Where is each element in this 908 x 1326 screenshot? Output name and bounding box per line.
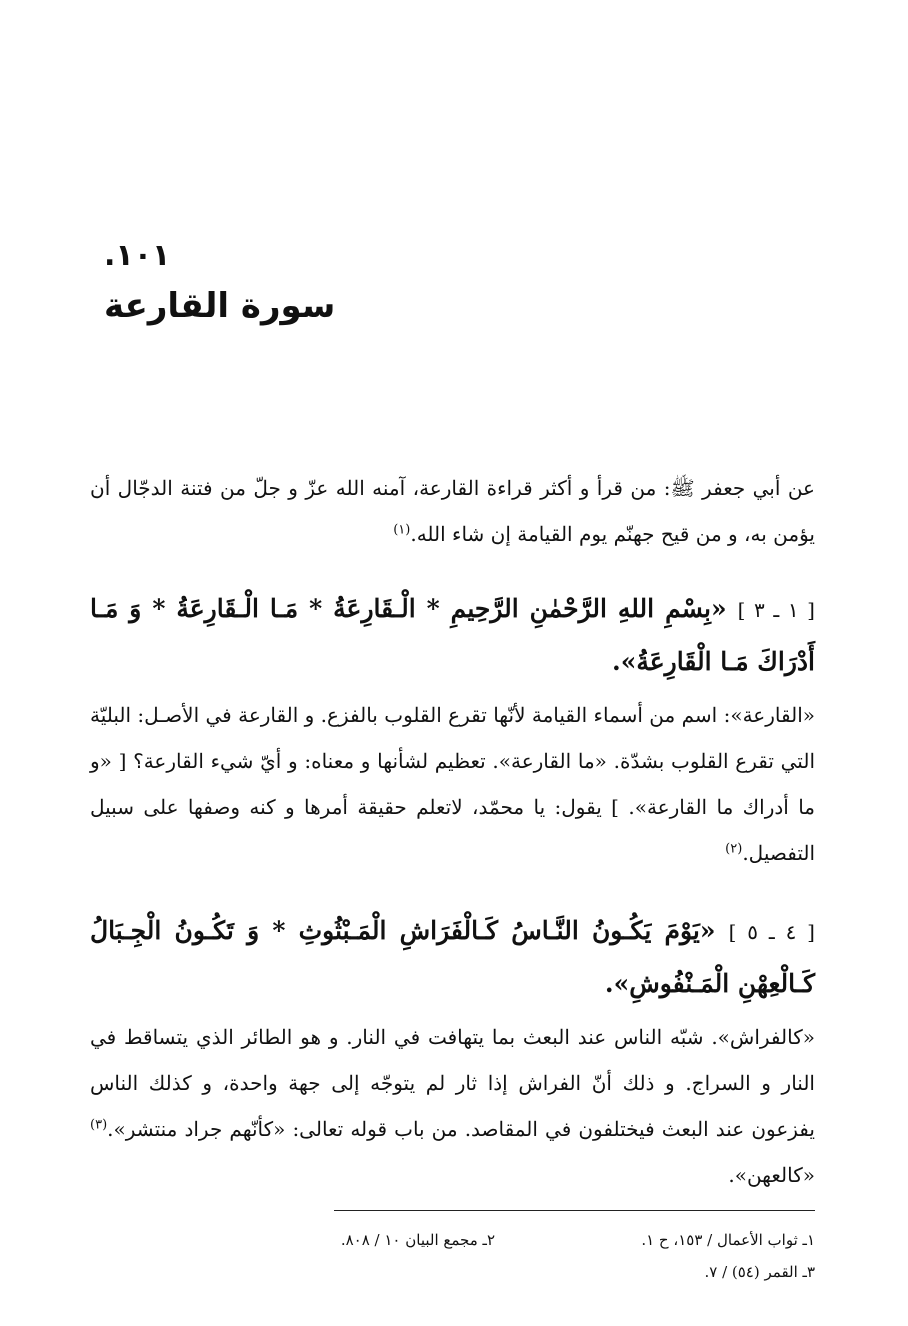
intro-text: عن أبي جعفر ﷺ: من قرأ و أكثر قراءة القارعة، آمنه الله عزّ و جلّ من فتنة الدجّال أن يؤمن به، و من قيح جهنّم يوم القيامة إن شاء الله. <box>90 476 815 546</box>
footnote-row <box>90 1224 815 1256</box>
footnote-2: ٢ـ مجمع البيان ١٠ / ٨٠٨. <box>340 1231 495 1249</box>
footnote-3: ٣ـ القمر (٥٤) / ٧. <box>704 1263 815 1281</box>
commentary-text: «كالفراش». شبّه الناس عند البعث بما يتهافت في النار. و هو الطائر الذي يتساقط في النار و السراج. و ذلك أنّ الفراش إذا ثار لم يتوجّه إلى جهة واحدة، و كذلك الناس يفزعون عند البعث فيختلفون في المقاصد. من باب قوله تعالى: «كأنّهم جراد منتشر». <box>90 1025 815 1141</box>
commentary-text-tail: «كالعهن». <box>728 1163 815 1187</box>
footnote-divider <box>334 1210 815 1211</box>
footnote-row <box>90 1256 815 1288</box>
commentary-1 <box>90 692 815 876</box>
footnote-1: ١ـ ثواب الأعمال / ١٥٣، ح ١. <box>641 1231 815 1249</box>
verse-reference: [ ٤ ـ ٥ ] <box>728 920 815 944</box>
footnote-mark-2[interactable]: (٢) <box>725 841 743 857</box>
footnotes <box>90 1224 815 1288</box>
footnote-mark-1[interactable]: (١) <box>393 522 411 538</box>
verse-text: «يَوْمَ يَكُـونُ النَّـاسُ كَـالْفَرَاشِ الْمَـبْثُوثِ * وَ تَكُـونُ الْجِـبَالُ كَـالْعِهْنِ الْمَـنْفُوشِ». <box>90 916 815 998</box>
commentary-2 <box>90 1014 815 1198</box>
verse-4-5 <box>90 905 815 1010</box>
verse-reference: [ ١ ـ ٣ ] <box>737 598 815 622</box>
intro-paragraph <box>90 465 815 557</box>
verse-1-3 <box>90 583 815 688</box>
verse-text: «بِسْمِ اللهِ الرَّحْمٰنِ الرَّحِيمِ * الْـقَارِعَةُ * مَـا الْـقَارِعَةُ * وَ مَـا أَدْرَاكَ مَـا الْقَارِعَةُ». <box>90 594 815 676</box>
sura-title: سورة القارعة <box>104 286 336 326</box>
commentary-text: «القارعة»: اسم من أسماء القيامة لأنّها تقرع القلوب بالفزع. و القارعة في الأصـل: البليّة التي تقرع القلوب بشدّة. «ما القارعة». تعظيم لشأنها و معناه: و أيّ شيء القارعة؟ [ «و ما أدراك ما القارعة». ] يقول: يا محمّد، لاتعلم حقيقة أمرها و كنه وصفها على سبيل التفصيل. <box>90 703 815 865</box>
sura-number: .١٠١ <box>104 238 171 273</box>
footnote-mark-3[interactable]: (٣) <box>90 1117 108 1133</box>
